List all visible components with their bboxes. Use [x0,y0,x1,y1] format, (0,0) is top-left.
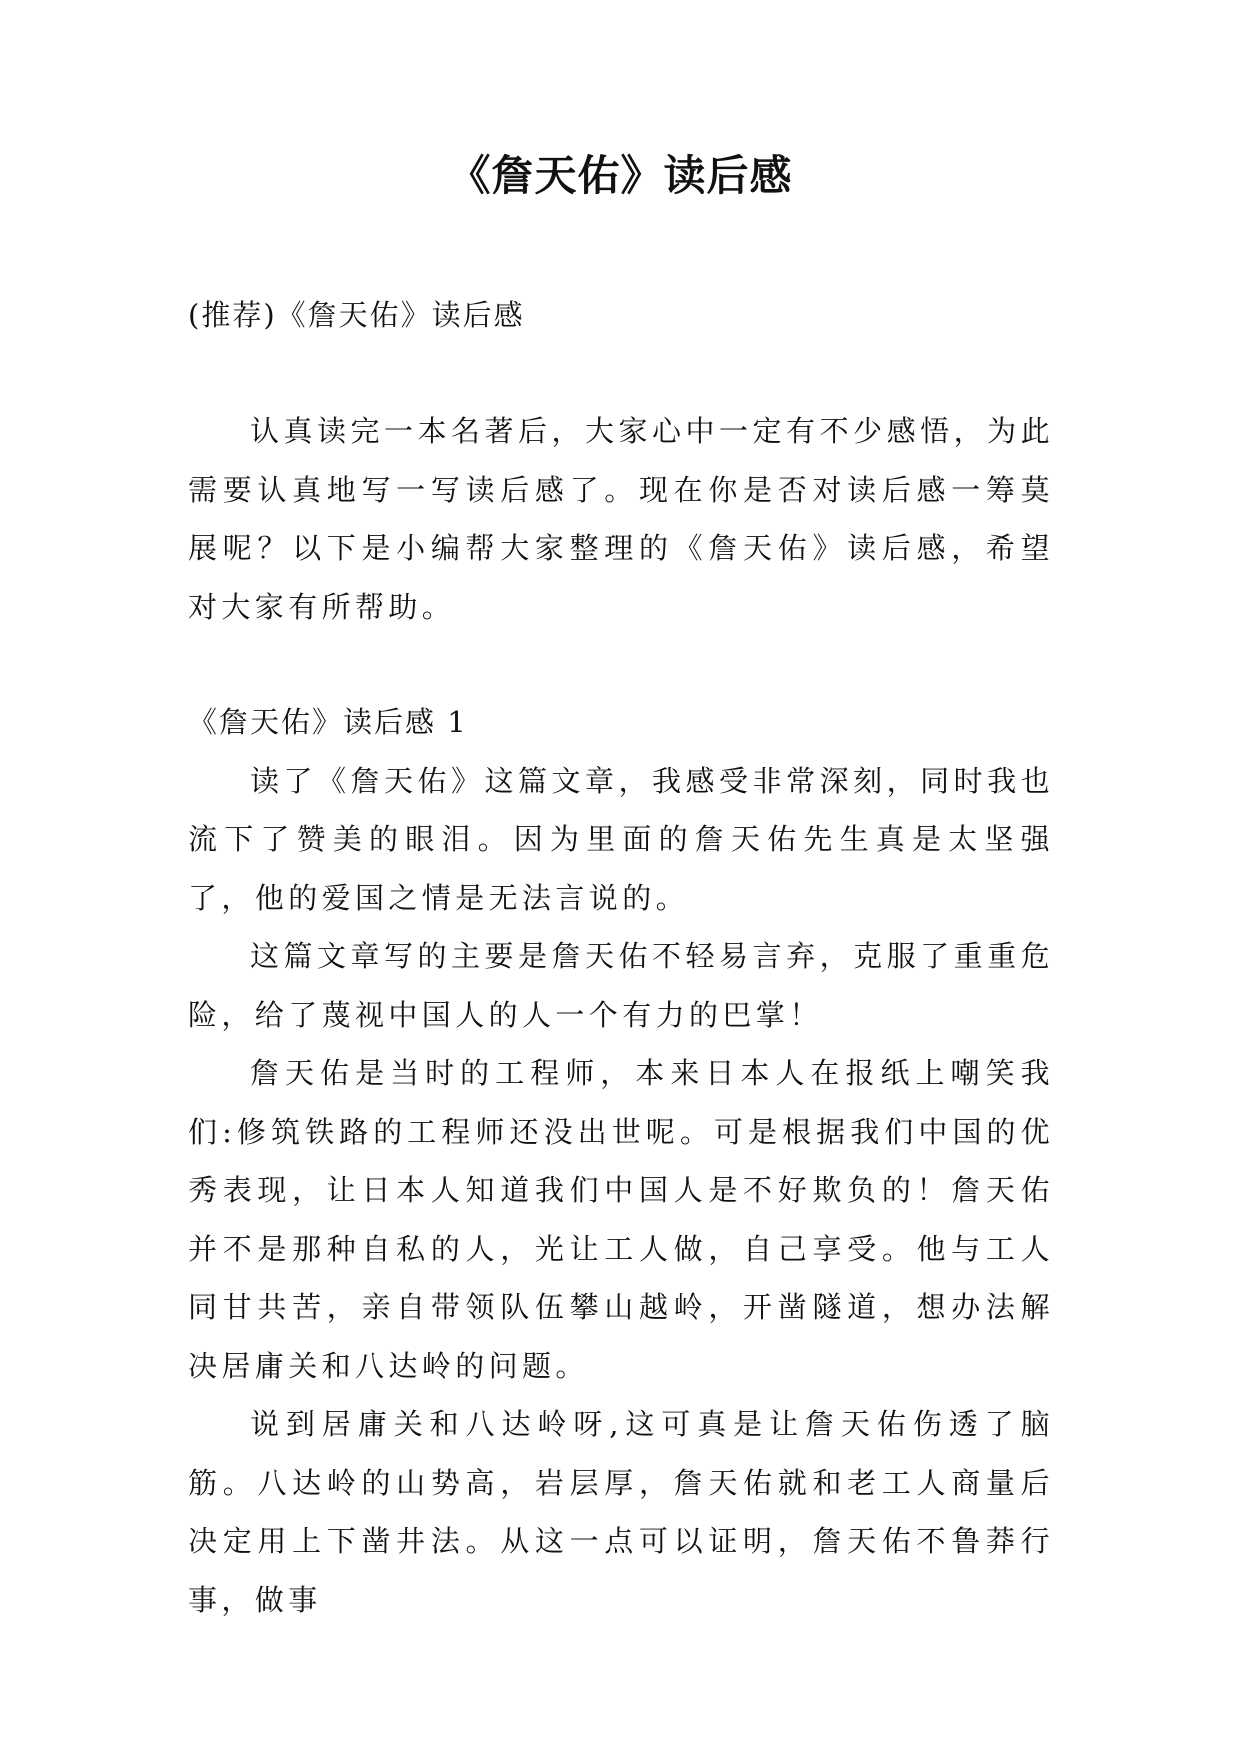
body-paragraph-1: 读了《詹天佑》这篇文章，我感受非常深刻，同时我也流下了赞美的眼泪。因为里面的詹天佑先生真是太坚强了，他的爱国之情是无法言说的。 [188,763,1054,915]
essay-section-1 [188,693,1054,1629]
intro-section [188,402,1054,636]
body-paragraph-4: 说到居庸关和八达岭呀,这可真是让詹天佑伤透了脑筋。八达岭的山势高，岩层厚，詹天佑就和老工人商量后决定用上下凿井法。从这一点可以证明，詹天佑不鲁莽行事，做事 [188,1407,1054,1617]
body-paragraph-3: 詹天佑是当时的工程师，本来日本人在报纸上嘲笑我们:修筑铁路的工程师还没出世呢。可是根据我们中国的优秀表现，让日本人知道我们中国人是不好欺负的！詹天佑并不是那种自私的人，光让工人做，自己享受。他与工人同甘共苦，亲自带领队伍攀山越岭，开凿隧道，想办法解决居庸关和八达岭的问题。 [188,1056,1054,1383]
intro-paragraph: 认真读完一本名著后，大家心中一定有不少感悟，为此需要认真地写一写读后感了。现在你是否对读后感一筹莫展呢？以下是小编帮大家整理的《詹天佑》读后感，希望对大家有所帮助。 [188,414,1054,624]
document-subtitle: (推荐)《詹天佑》读后感 [188,298,525,332]
document-title: 《詹天佑》读后感 [448,151,793,200]
body-paragraph-2: 这篇文章写的主要是詹天佑不轻易言弃，克服了重重危险，给了蔑视中国人的人一个有力的巴掌！ [188,939,1054,1032]
section-heading: 《詹天佑》读后感 1 [188,705,468,739]
